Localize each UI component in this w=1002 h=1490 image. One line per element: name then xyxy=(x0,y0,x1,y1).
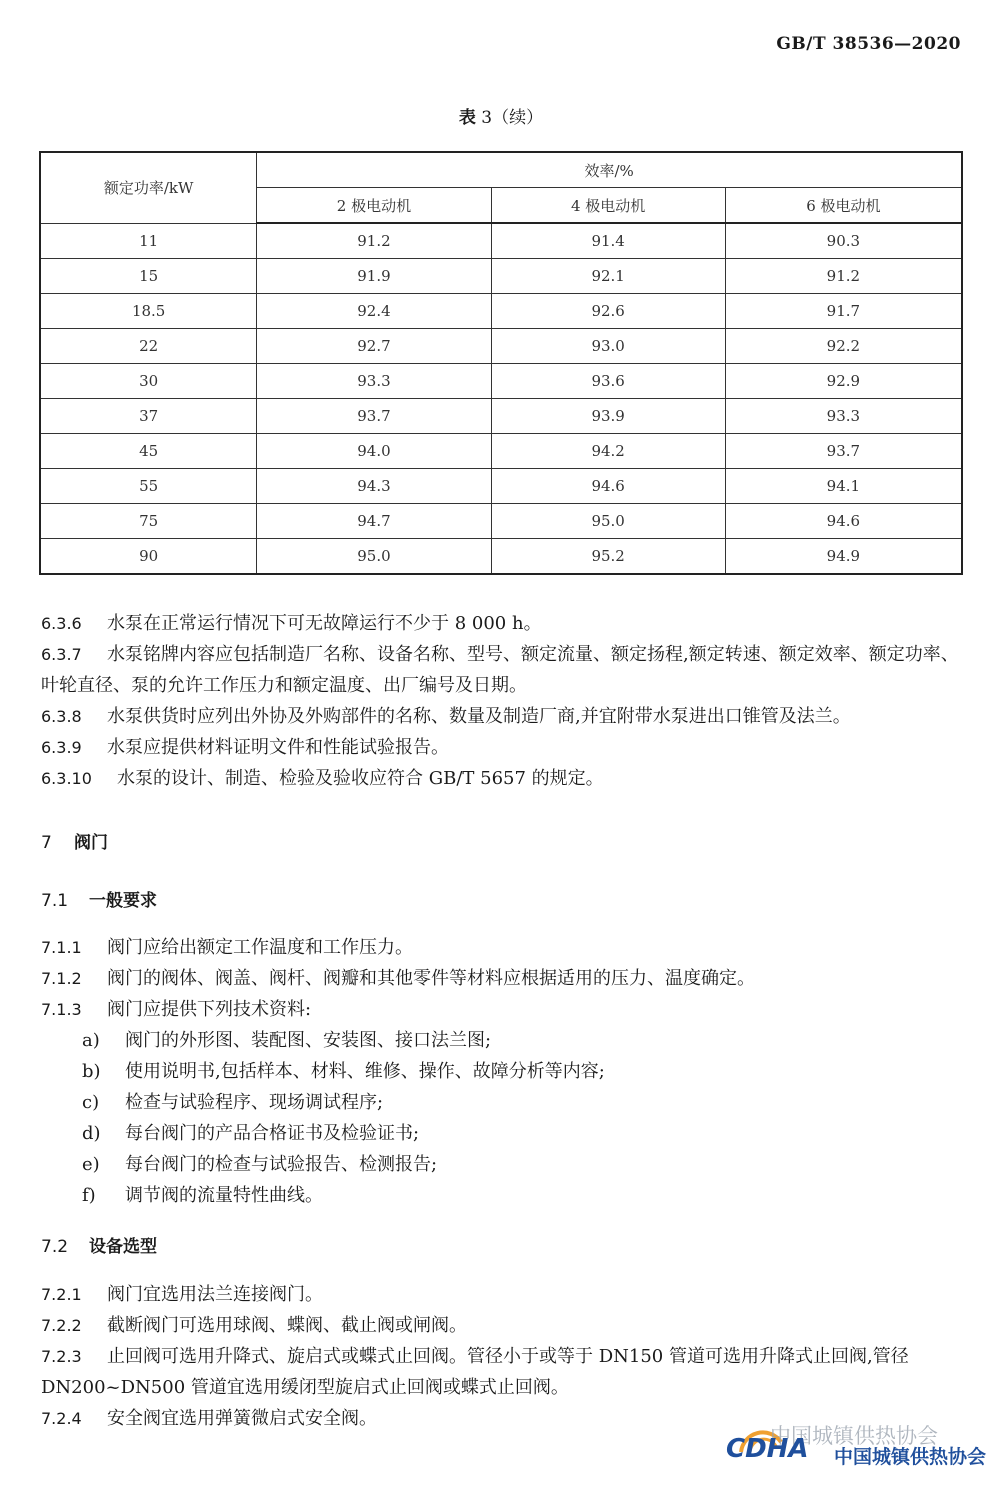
clause-text: 水泵的设计、制造、检验及验收应符合 GB/T 5657 的规定。 xyxy=(117,768,604,789)
list-text: 使用说明书,包括样本、材料、维修、操作、故障分析等内容; xyxy=(125,1061,605,1082)
clauses-6-3 xyxy=(41,608,965,794)
clause-text: 阀门的阀体、阀盖、阀杆、阀瓣和其他零件等材料应根据适用的压力、温度确定。 xyxy=(107,968,755,989)
clause-number: 6.3.10 xyxy=(41,769,92,788)
list-text: 阀门的外形图、装配图、安装图、接口法兰图; xyxy=(125,1030,492,1051)
table-row xyxy=(40,259,962,294)
clause-text: 安全阀宜选用弹簧微启式安全阀。 xyxy=(107,1408,377,1429)
cell: 95.0 xyxy=(257,539,491,575)
table-title xyxy=(0,103,1002,128)
clause-number: 6.3.7 xyxy=(41,645,82,664)
list-text: 检查与试验程序、现场调试程序; xyxy=(125,1092,384,1113)
header-6-pole: 6 极电动机 xyxy=(725,188,962,224)
cell: 91.7 xyxy=(725,294,962,329)
clause-text: 阀门宜选用法兰连接阀门。 xyxy=(107,1284,323,1305)
section-7-heading xyxy=(41,828,965,859)
cell: 18.5 xyxy=(40,294,257,329)
list-item xyxy=(82,1087,965,1118)
cell: 93.7 xyxy=(725,434,962,469)
cell: 94.1 xyxy=(725,469,962,504)
clause xyxy=(41,963,965,994)
watermark-org-name: 中国城镇供热协会 xyxy=(834,1446,987,1468)
list-label: b) xyxy=(82,1061,101,1082)
section-title: 设备选型 xyxy=(89,1237,157,1257)
header-efficiency: 效率/% xyxy=(257,152,962,188)
clause-number: 7.1.2 xyxy=(41,969,82,988)
clause-number: 7.2.2 xyxy=(41,1316,82,1335)
section-7-2-heading xyxy=(41,1232,965,1263)
table-row xyxy=(40,223,962,259)
cell: 92.4 xyxy=(257,294,491,329)
cell: 94.2 xyxy=(491,434,725,469)
cell: 75 xyxy=(40,504,257,539)
clause-text: 水泵应提供材料证明文件和性能试验报告。 xyxy=(107,737,449,758)
clause-number: 6.3.9 xyxy=(41,738,82,757)
list-item xyxy=(82,1149,965,1180)
clause xyxy=(41,639,965,701)
cell: 94.3 xyxy=(257,469,491,504)
clause-text: 水泵铭牌内容应包括制造厂名称、设备名称、型号、额定流量、额定扬程,额定转速、额定效率、额定功率、叶轮直径、泵的允许工作压力和额定温度、出厂编号及日期。 xyxy=(41,644,959,696)
cell: 95.2 xyxy=(491,539,725,575)
cell: 92.6 xyxy=(491,294,725,329)
clause xyxy=(41,994,965,1025)
header-4-pole: 4 极电动机 xyxy=(491,188,725,224)
table-row xyxy=(40,399,962,434)
clause-text: 水泵供货时应列出外协及外购部件的名称、数量及制造厂商,并宜附带水泵进出口锥管及法兰。 xyxy=(107,706,851,727)
cell: 92.1 xyxy=(491,259,725,294)
clause-text: 阀门应给出额定工作温度和工作压力。 xyxy=(107,937,413,958)
table-row xyxy=(40,294,962,329)
list-item xyxy=(82,1180,965,1211)
cell: 94.9 xyxy=(725,539,962,575)
clause-number: 7.2.3 xyxy=(41,1347,82,1366)
clause xyxy=(41,732,965,763)
clause xyxy=(41,763,965,794)
cell: 37 xyxy=(40,399,257,434)
cell: 91.4 xyxy=(491,223,725,259)
section-7-1-heading xyxy=(41,886,965,917)
table-row xyxy=(40,504,962,539)
list-item xyxy=(82,1056,965,1087)
efficiency-table xyxy=(39,151,963,575)
clause xyxy=(41,1310,965,1341)
cdha-logo: CDHA xyxy=(726,1434,809,1464)
table-title-label: 表 xyxy=(458,108,476,128)
cell: 45 xyxy=(40,434,257,469)
clause-text: 阀门应提供下列技术资料: xyxy=(107,999,312,1020)
list-label: e) xyxy=(82,1154,100,1175)
watermark-text: 中国城镇供热协会 xyxy=(770,1424,938,1448)
table-title-number: 3（续） xyxy=(475,108,544,128)
clause xyxy=(41,932,965,963)
list-label: d) xyxy=(82,1123,101,1144)
clause-number: 7.2.1 xyxy=(41,1285,82,1304)
section-title: 阀门 xyxy=(74,833,108,853)
table-row xyxy=(40,364,962,399)
list-label: f) xyxy=(82,1185,96,1206)
cell: 90.3 xyxy=(725,223,962,259)
cell: 94.6 xyxy=(491,469,725,504)
clause xyxy=(41,608,965,639)
cell: 22 xyxy=(40,329,257,364)
clause xyxy=(41,701,965,732)
clause-text: 止回阀可选用升降式、旋启式或蝶式止回阀。管径小于或等于 DN150 管道可选用升降式止回阀,管径 DN200~DN500 管道宜选用缓闭型旋启式止回阀或蝶式止回阀。 xyxy=(41,1346,909,1398)
clause xyxy=(41,1341,965,1403)
clause-number: 6.3.6 xyxy=(41,614,82,633)
cell: 94.6 xyxy=(725,504,962,539)
cell: 11 xyxy=(40,223,257,259)
cell: 95.0 xyxy=(491,504,725,539)
list-label: c) xyxy=(82,1092,100,1113)
clauses-7-1 xyxy=(41,932,965,1211)
cell: 55 xyxy=(40,469,257,504)
table-row xyxy=(40,469,962,504)
cell: 94.0 xyxy=(257,434,491,469)
list-item xyxy=(82,1118,965,1149)
cell: 91.2 xyxy=(725,259,962,294)
cell: 93.6 xyxy=(491,364,725,399)
header-2-pole: 2 极电动机 xyxy=(257,188,491,224)
cell: 93.7 xyxy=(257,399,491,434)
cell: 90 xyxy=(40,539,257,575)
cell: 91.9 xyxy=(257,259,491,294)
cell: 94.7 xyxy=(257,504,491,539)
cell: 91.2 xyxy=(257,223,491,259)
list-text: 每台阀门的检查与试验报告、检测报告; xyxy=(125,1154,438,1175)
table-row xyxy=(40,434,962,469)
cell: 93.3 xyxy=(257,364,491,399)
cell: 93.3 xyxy=(725,399,962,434)
cell: 30 xyxy=(40,364,257,399)
clause-text: 水泵在正常运行情况下可无故障运行不少于 8 000 h。 xyxy=(107,613,542,634)
watermark xyxy=(726,1420,986,1476)
list-label: a) xyxy=(82,1030,100,1051)
section-title: 一般要求 xyxy=(89,891,157,911)
cell: 93.0 xyxy=(491,329,725,364)
clause-number: 7.2.4 xyxy=(41,1409,82,1428)
clause xyxy=(41,1279,965,1310)
section-number: 7.1 xyxy=(41,891,69,911)
standard-code: GB/T 38536—2020 xyxy=(776,34,961,54)
table-row xyxy=(40,329,962,364)
list-text: 每台阀门的产品合格证书及检验证书; xyxy=(125,1123,420,1144)
section-number: 7.2 xyxy=(41,1237,69,1257)
table-row xyxy=(40,539,962,575)
list-item xyxy=(82,1025,965,1056)
list-text: 调节阀的流量特性曲线。 xyxy=(125,1185,323,1206)
cell: 92.9 xyxy=(725,364,962,399)
cell: 93.9 xyxy=(491,399,725,434)
section-number: 7 xyxy=(41,833,52,853)
clause-number: 6.3.8 xyxy=(41,707,82,726)
cell: 15 xyxy=(40,259,257,294)
clause-number: 7.1.3 xyxy=(41,1000,82,1019)
header-rated-power: 额定功率/kW xyxy=(40,152,257,223)
clause-number: 7.1.1 xyxy=(41,938,82,957)
cell: 92.2 xyxy=(725,329,962,364)
clause-text: 截断阀门可选用球阀、蝶阀、截止阀或闸阀。 xyxy=(107,1315,467,1336)
clauses-7-2 xyxy=(41,1279,965,1434)
cell: 92.7 xyxy=(257,329,491,364)
